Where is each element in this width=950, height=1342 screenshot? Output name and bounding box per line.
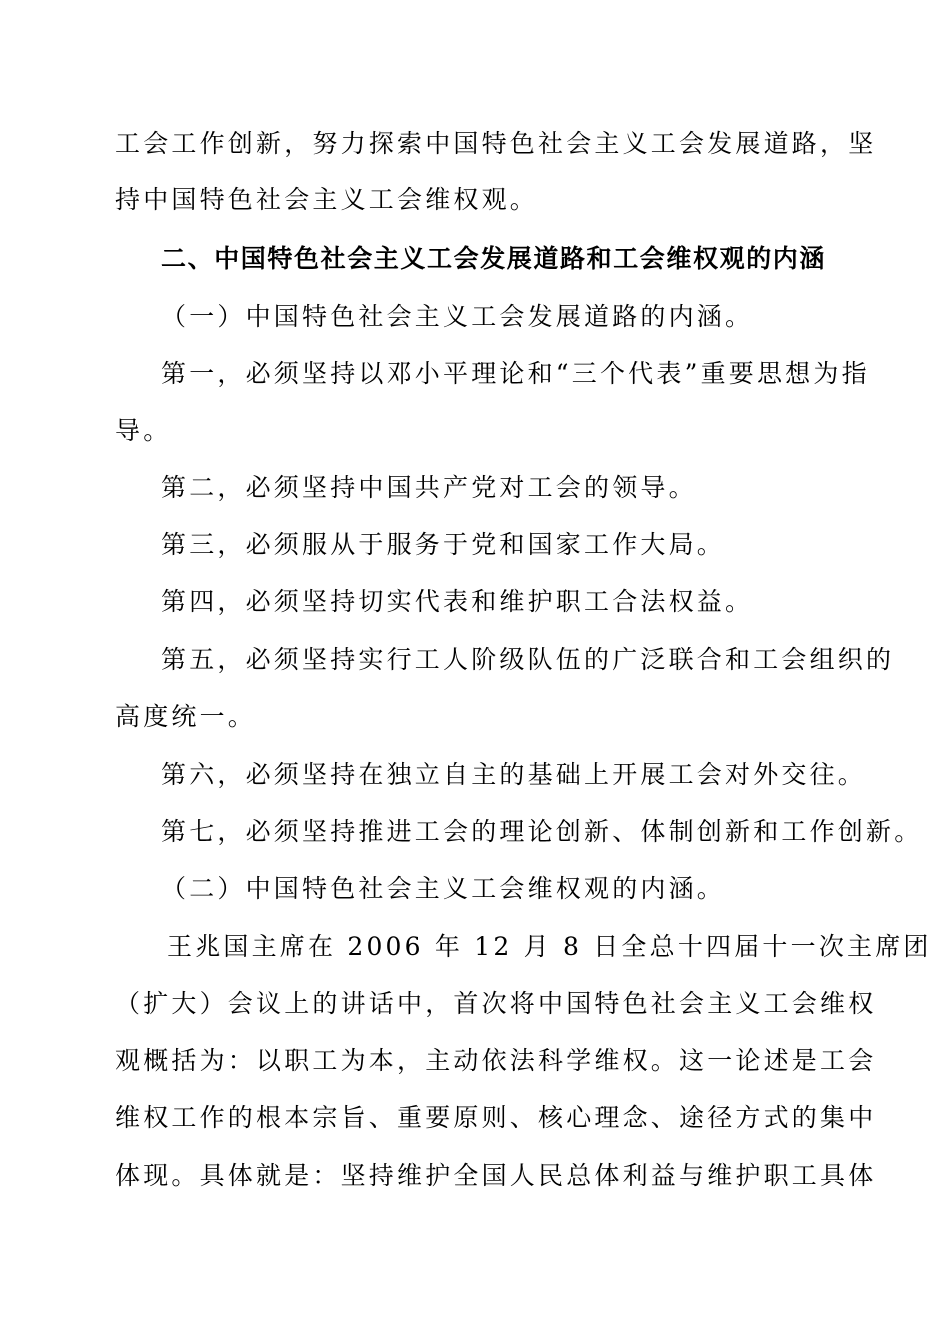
paragraph-line: 持中国特色社会主义工会维权观。 [115,185,539,214]
paragraph-line: 第六，必须坚持在独立自主的基础上开展工会对外交往。 [161,760,867,789]
paragraph-line: 维权工作的根本宗旨、重要原则、核心理念、途径方式的集中 [115,1103,877,1132]
paragraph-line: 王兆国主席在 2006 年 12 月 8 日全总十四届十一次主席团 [167,932,932,961]
paragraph-line: 第三，必须服从于服务于党和国家工作大局。 [161,530,726,559]
paragraph-line: 第二，必须坚持中国共产党对工会的领导。 [161,473,697,502]
subsection-heading: （二）中国特色社会主义工会维权观的内涵。 [161,874,726,903]
paragraph-line: 第一，必须坚持以邓小平理论和“三个代表”重要思想为指 [161,359,870,388]
paragraph-line: 高度统一。 [115,702,257,731]
paragraph-line: 观概括为：以职工为本，主动依法科学维权。这一论述是工会 [115,1046,877,1075]
paragraph-line: 第五，必须坚持实行工人阶级队伍的广泛联合和工会组织的 [161,645,895,674]
paragraph-line: 第七，必须坚持推进工会的理论创新、体制创新和工作创新。 [161,817,923,846]
paragraph-line: （扩大）会议上的讲话中，首次将中国特色社会主义工会维权 [115,989,877,1018]
paragraph-line: 工会工作创新，努力探索中国特色社会主义工会发展道路，坚 [115,129,877,158]
paragraph-line: 体现。具体就是：坚持维护全国人民总体利益与维护职工具体 [115,1161,877,1190]
section-heading: 二、中国特色社会主义工会发展道路和工会维权观的内涵 [161,244,827,273]
paragraph-line: 第四，必须坚持切实代表和维护职工合法权益。 [161,587,754,616]
paragraph-line: 导。 [115,416,172,445]
subsection-heading: （一）中国特色社会主义工会发展道路的内涵。 [161,302,754,331]
